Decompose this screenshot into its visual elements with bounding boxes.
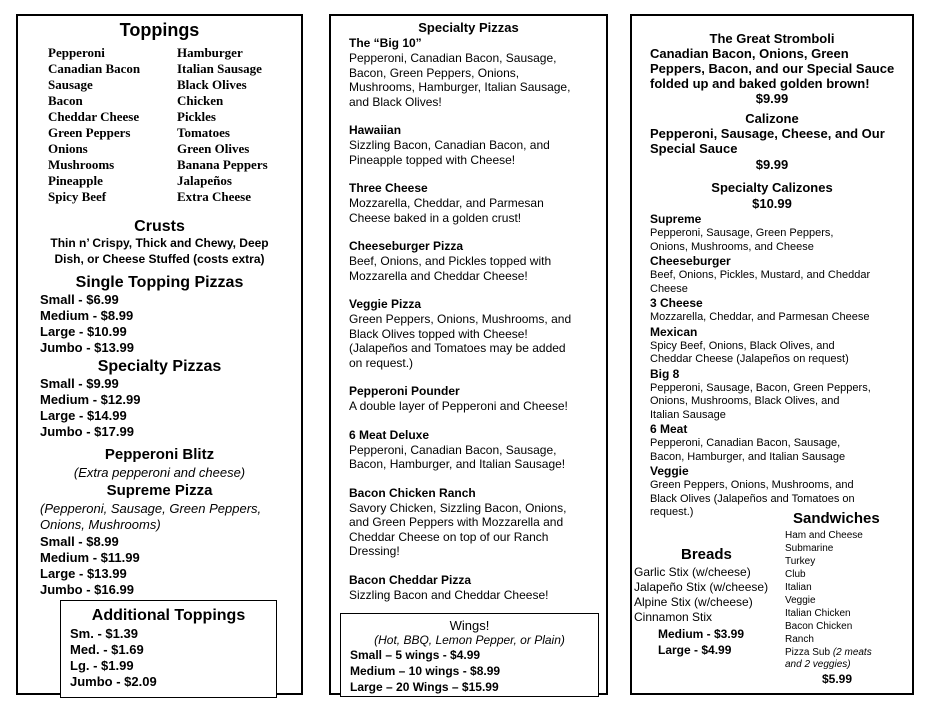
topping-item: Onions [48,141,88,156]
calizone-name: Big 8 [650,366,680,381]
wings-prices [350,647,500,695]
calizone-title: Calizone [745,111,799,126]
stromboli-desc-line: Canadian Bacon, Onions, Green [650,46,849,61]
calizone-item [650,325,908,367]
calizone-desc-line: Mozzarella, Cheddar, and Parmesan Cheese [650,311,870,323]
pizza-item [349,297,599,370]
pizza-item [349,384,599,414]
stromboli-desc-line: Peppers, Bacon, and our Special Sauce [650,61,895,76]
specialty-title: Specialty Pizzas [97,358,222,375]
breads-title: Breads [681,546,732,563]
pizza-item [349,36,599,109]
sandwich-item: Turkey [785,556,816,567]
topping-item: Chicken [177,93,224,108]
wings-desc: (Hot, BBQ, Lemon Pepper, or Plain) [374,633,565,647]
pizza-desc-line: Green Peppers, Onions, Mushrooms, and [349,312,572,326]
pizza-sub-line [785,646,872,659]
supreme-desc-2: Onions, Mushrooms) [40,517,161,532]
pizza-name: Three Cheese [349,181,428,195]
topping-item: Pickles [177,109,216,124]
additional-toppings-title: Additional Toppings [91,607,246,624]
pizza-desc-line: (Jalapeños and Tomatoes may be added [349,341,566,355]
topping-item: Cheddar Cheese [48,109,140,124]
sandwich-item: Ham and Cheese [785,530,863,541]
calizone-desc-line: Special Sauce [650,141,738,156]
pizza-item [349,181,599,225]
price-line: Jumbo - $13.99 [40,340,134,355]
calizone-item [650,367,908,423]
calizone-desc-line: Beef, Onions, Pickles, Mustard, and Cheddar [650,269,871,281]
topping-item: Canadian Bacon [48,61,141,76]
single-topping-title: Single Topping Pizzas [75,274,244,291]
sandwiches-title: Sandwiches [793,510,880,527]
price-line: Lg. - $1.99 [70,658,134,673]
sandwich-item: Ranch [785,634,814,645]
price-line: Med. - $1.69 [70,642,144,657]
calizone-desc-line: Pepperoni, Sausage, Bacon, Green Peppers, [650,381,871,394]
calizone-desc-line: Pepperoni, Canadian Bacon, Sausage, [650,437,841,449]
topping-item: Hamburger [177,45,243,60]
wings-price-line: Medium – 10 wings - $8.99 [350,664,501,678]
bread-item: Garlic Stix (w/cheese) [634,565,751,579]
calizone-name: Mexican [650,324,698,339]
specialty-calizones-title: Specialty Calizones [711,180,833,195]
calizone-desc-line: Onions, Mushrooms, and Cheese [650,240,814,253]
price-line: Large - $13.99 [40,566,127,581]
pizza-item [349,123,599,167]
sandwich-item: Italian Chicken [785,608,851,619]
sandwich-price: $5.99 [822,672,853,686]
bread-item: Alpine Stix (w/cheese) [634,595,753,609]
calizone-name: Cheeseburger [650,254,731,268]
pizza-item [349,239,599,283]
topping-item: Black Olives [177,77,247,92]
price-line: Medium - $11.99 [40,550,140,565]
sandwich-item: Bacon Chicken [785,621,853,632]
topping-item: Pepperoni [48,45,105,60]
calizone-name: Supreme [650,212,702,226]
specialty-calizone-list [650,212,908,520]
bread-item: Cinnamon Stix [634,610,713,624]
pepperoni-blitz-title: Pepperoni Blitz [104,446,215,463]
stromboli-title: The Great Stromboli [709,31,835,46]
pizza-sub-note-1: (2 meats [832,647,872,658]
toppings-title: Toppings [119,20,200,40]
pizza-desc-line: Beef, Onions, and Pickles topped with [349,254,552,268]
pizza-desc-line: Cheddar Cheese on top of our Ranch [349,529,549,544]
pizza-name: Bacon Chicken Ranch [349,485,476,500]
pizza-sub-note-2: and 2 veggies) [785,659,851,670]
specialty-pizza-list [349,36,599,616]
calizone-desc [650,126,885,156]
bread-item: Jalapeño Stix (w/cheese) [634,580,769,594]
calizone-desc-line: Green Peppers, Onions, Mushrooms, and [650,479,854,491]
sandwich-item: Italian [785,582,812,593]
topping-item: Green Peppers [48,125,131,140]
calizone-desc-line: Bacon, Hamburger, and Italian Sausage [650,450,846,463]
calizone-item [650,212,908,254]
bread-price: Medium - $3.99 [658,627,745,641]
wings-price-line: Small – 5 wings - $4.99 [350,648,481,662]
pizza-desc-line: Mozzarella and Cheddar Cheese! [349,268,528,283]
topping-item: Extra Cheese [177,189,252,204]
pizza-desc-line: Black Olives topped with Cheese! [349,326,528,341]
crusts-line-1: Thin n’ Crispy, Thick and Chewy, Deep [50,236,269,250]
price-line: Jumbo - $2.09 [70,674,157,689]
pizza-desc-line: Sizzling Bacon, Canadian Bacon, and [349,138,550,152]
supreme-pizza-title: Supreme Pizza [106,482,213,499]
specialty-pizzas-heading: Specialty Pizzas [418,20,519,35]
pizza-desc-line: Pepperoni, Canadian Bacon, Sausage, [349,442,557,457]
sandwich-item: Veggie [785,595,816,606]
price-line: Large - $10.99 [40,324,127,339]
calizone-name: 6 Meat [650,422,688,436]
pizza-desc-line: Bacon, Green Peppers, Onions, [349,65,520,80]
calizone-name: Veggie [650,464,689,478]
price-line: Jumbo - $17.99 [40,424,134,439]
sandwiches-list [785,529,863,646]
pizza-desc-line: Mushrooms, Hamburger, Italian Sausage, [349,80,571,94]
toppings-list-left [48,45,140,205]
price-line: Medium - $8.99 [40,308,134,323]
pizza-desc-line: on request.) [349,355,414,370]
pepperoni-blitz-desc: (Extra pepperoni and cheese) [73,465,246,480]
calizone-desc-line: Pepperoni, Sausage, Green Peppers, [650,227,834,239]
crusts-line-2: Dish, or Cheese Stuffed (costs extra) [54,252,265,266]
pizza-desc-line: Savory Chicken, Sizzling Bacon, Onions, [349,500,567,515]
pizza-name: Veggie Pizza [349,297,422,311]
single-topping-prices [40,292,134,356]
price-line: Large - $14.99 [40,408,127,423]
pizza-item [349,428,599,472]
topping-item: Bacon [48,93,83,108]
pizza-name: Cheeseburger Pizza [349,239,464,253]
pizza-desc-line: Cheese baked in a golden crust! [349,210,522,225]
stromboli-desc [650,46,894,91]
price-line: Small - $6.99 [40,292,119,307]
price-line: Small - $8.99 [40,534,119,549]
stromboli-desc-line: folded up and baked golden brown! [650,76,870,91]
pizza-desc-line: Pineapple topped with Cheese! [349,152,516,167]
price-line: Sm. - $1.39 [70,626,138,641]
pizza-desc-line: Sizzling Bacon and Cheddar Cheese! [349,587,549,602]
calizone-item [650,296,908,325]
pizza-desc-line: Pepperoni, Canadian Bacon, Sausage, [349,51,557,65]
pizza-name: Pepperoni Pounder [349,384,460,398]
topping-item: Green Olives [177,141,250,156]
calizone-desc-line: Spicy Beef, Onions, Black Olives, and [650,339,835,352]
breads-prices [658,626,744,658]
specialty-calizones-price: $10.99 [752,196,792,211]
calizone-desc-line: Cheese [650,282,688,295]
pizza-desc-line: and Green Peppers with Mozzarella and [349,515,564,529]
pizza-name: The “Big 10” [349,36,422,50]
pizza-name: 6 Meat Deluxe [349,427,430,442]
topping-item: Tomatoes [177,125,230,140]
pizza-item [349,573,599,603]
calizone-desc-line: Black Olives (Jalapeños and Tomatoes on [650,492,855,505]
breads-list [634,565,768,625]
sandwich-item: Submarine [785,543,834,554]
calizone-desc-line: Cheddar Cheese (Jalapeños on request) [650,353,849,365]
sandwich-item: Club [785,569,806,580]
topping-item: Banana Peppers [177,157,268,172]
wings-title: Wings! [449,618,490,633]
topping-item: Jalapeños [177,173,232,188]
price-line: Small - $9.99 [40,376,119,391]
topping-item: Sausage [48,77,93,92]
additional-toppings-prices [70,626,157,690]
calizone-item [650,422,908,464]
toppings-list-right [177,45,268,205]
specialty-prices [40,376,140,440]
pizza-sub-label: Pizza Sub [785,647,831,658]
topping-item: Pineapple [48,173,103,188]
calizone-desc-line: request.) [650,506,694,518]
pizza-item [349,486,599,559]
price-line: Medium - $12.99 [40,392,141,407]
pizza-name: Hawaiian [349,123,402,137]
stromboli-price: $9.99 [755,91,789,106]
pizza-desc-line: A double layer of Pepperoni and Cheese! [349,399,568,413]
wings-price-line: Large – 20 Wings – $15.99 [350,680,499,694]
pizza-desc-line: Dressing! [349,544,400,558]
supreme-desc-1: (Pepperoni, Sausage, Green Peppers, [40,501,262,516]
calizone-desc-line: Pepperoni, Sausage, Cheese, and Our [650,126,885,141]
supreme-prices [40,534,140,598]
bread-price: Large - $4.99 [658,643,732,657]
calizone-name: 3 Cheese [650,296,703,310]
topping-item: Mushrooms [48,157,115,172]
topping-item: Spicy Beef [48,189,107,204]
topping-item: Italian Sausage [177,61,262,76]
calizone-desc-line: Onions, Mushrooms, Black Olives, and [650,395,840,407]
calizone-price: $9.99 [755,157,789,172]
pizza-desc-line: Bacon, Hamburger, and Italian Sausage! [349,457,566,471]
calizone-item [650,254,908,296]
pizza-desc-line: Mozzarella, Cheddar, and Parmesan [349,196,544,210]
crusts-title: Crusts [134,218,185,235]
calizone-desc-line: Italian Sausage [650,408,726,421]
pizza-name: Bacon Cheddar Pizza [349,572,472,587]
price-line: Jumbo - $16.99 [40,582,134,597]
pizza-desc-line: and Black Olives! [349,94,442,109]
